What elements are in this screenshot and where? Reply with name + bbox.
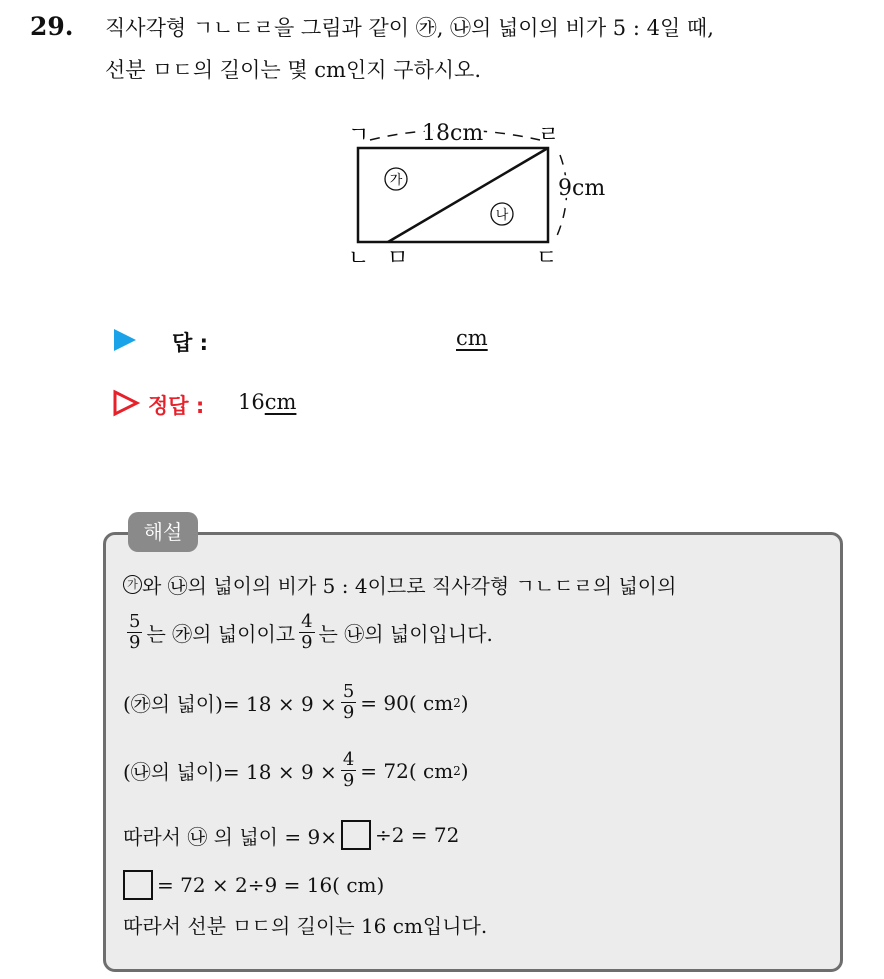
line-6-post: = 72 × 2÷9 = 16( cm): [157, 873, 385, 897]
question-number: 29.: [30, 12, 74, 41]
fraction-5-9: $\frac{5}{9}$: [129, 611, 141, 653]
answer-label: 답 :: [172, 331, 208, 355]
question-line-2: 선분 ㅁㄷ의 길이는 몇 cm인지 구하시오.: [105, 58, 482, 82]
explanation-line-2: [123, 612, 493, 653]
region-b-label: 나: [495, 208, 509, 223]
circle-a-icon: 가: [123, 575, 142, 594]
explanation-line-5: [123, 820, 459, 850]
diagonal-line: [388, 148, 548, 242]
close-paren-b: ): [460, 758, 469, 783]
explanation-line-1-text: 와 ㉯의 넓이의 비가 5 : 4이므로 직사각형 ㄱㄴㄷㄹ의 넓이의: [142, 574, 677, 598]
label-g: ㄱ: [348, 123, 370, 148]
line-5-post: ÷2 = 72: [374, 823, 460, 847]
blank-box-2: [123, 870, 153, 900]
line-4-pre: (㉯의 넓이)= 18 × 9 ×: [123, 760, 337, 784]
label-n: ㄴ: [348, 246, 370, 270]
line-5-pre: 따라서 ㉯ 의 넓이 = 9×: [123, 824, 337, 849]
answer-unit: cm: [456, 326, 488, 350]
explanation-line-2a: 는 ㉮의 넓이이고: [146, 622, 296, 646]
explanation-line-4: [123, 750, 469, 791]
fraction-5-9-b: $\frac{5}{9}$: [342, 681, 355, 723]
sup-2: 2: [453, 695, 461, 710]
right-length-label: 9cm: [558, 176, 606, 201]
label-m: ㅁ: [387, 246, 409, 270]
line-3-post: = 90( cm: [360, 690, 454, 715]
outline-arrow-icon: [112, 389, 140, 417]
fraction-4-9-b: $\frac{4}{9}$: [342, 749, 355, 791]
explanation-tag: 해설: [128, 512, 198, 552]
line-4-post: = 72( cm: [360, 758, 454, 783]
label-d: ㄷ: [536, 246, 558, 270]
correct-number: 16: [238, 390, 265, 414]
blank-box: [341, 820, 371, 850]
question-line-1: 직사각형 ㄱㄴㄷㄹ을 그림과 같이 ㉮, ㉯의 넓이의 비가 5 : 4일 때,: [105, 16, 714, 40]
explanation-line-6: [123, 870, 384, 900]
fraction-4-9: $\frac{4}{9}$: [301, 611, 313, 653]
label-r: ㄹ: [538, 123, 560, 148]
sup-2b: 2: [453, 763, 461, 778]
region-a-label: 가: [389, 173, 403, 188]
play-arrow-icon: [112, 327, 138, 353]
rectangle-shape: [358, 148, 548, 242]
rectangle-diagram: [330, 110, 630, 270]
top-length-label: 18cm: [422, 121, 484, 146]
explanation-line-1: [123, 570, 676, 599]
explanation-line-3: [123, 682, 469, 723]
correct-label: 정답 :: [148, 394, 205, 418]
correct-value: [238, 390, 296, 414]
line-3-pre: (㉮의 넓이)= 18 × 9 ×: [123, 692, 337, 716]
correct-unit: cm: [264, 390, 297, 414]
explanation-line-7: 따라서 선분 ㅁㄷ의 길이는 16 cm입니다.: [123, 914, 488, 938]
close-paren: ): [460, 690, 469, 715]
explanation-line-2b: 는 ㉯의 넓이입니다.: [318, 622, 493, 646]
answer-row: [112, 326, 138, 353]
